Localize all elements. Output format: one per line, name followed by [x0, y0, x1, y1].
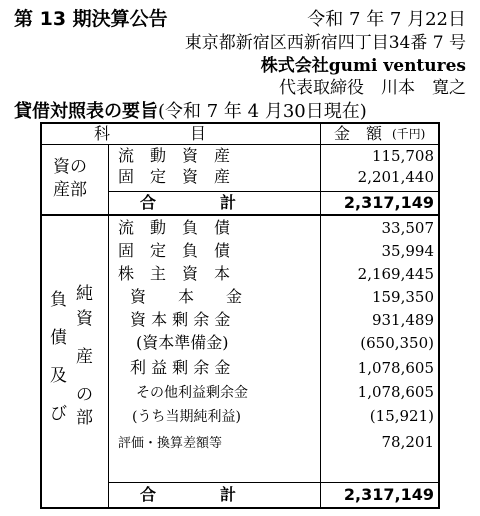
- company-address: 東京都新宿区西新宿四丁目34番 7 号: [184, 33, 466, 53]
- assets-total-rule: [108, 191, 438, 192]
- asset-row-value: 2,201,440: [357, 168, 434, 186]
- liab-row-label: (うち当期純利益): [132, 409, 241, 425]
- liab-row-value: 35,994: [381, 242, 434, 260]
- notice-date: 令和 7 年 7 月22日: [307, 9, 466, 30]
- assets-group-label-2: 産部: [53, 180, 87, 200]
- liab-group-col1-1: 負: [50, 290, 67, 310]
- liab-group-col2-4: の: [76, 385, 93, 405]
- liab-row-label: その他利益剰余金: [136, 385, 248, 401]
- liab-group-col1-4: び: [50, 404, 67, 424]
- col-divider-amount: [320, 124, 321, 507]
- liab-total-label: 合 計: [140, 485, 237, 504]
- liab-row-value: 33,507: [381, 219, 434, 237]
- representative: 代表取締役 川本 寛之: [279, 78, 466, 98]
- liab-row-value: 1,078,605: [357, 359, 434, 377]
- liab-row-value: (15,921): [369, 407, 434, 425]
- section-rule: [42, 214, 438, 216]
- header-subject: 科 目: [94, 124, 207, 143]
- liab-group-col2-1: 純: [76, 284, 93, 304]
- liab-row-value: (650,350): [360, 334, 434, 352]
- liab-group-col2-2: 資: [76, 309, 93, 329]
- balance-sheet-date: (令和 7 年 4 月30日現在): [158, 101, 367, 122]
- liab-total-value: 2,317,149: [343, 485, 434, 504]
- liab-group-col1-2: 債: [50, 328, 67, 348]
- liab-group-col1-3: 及: [50, 366, 67, 386]
- liab-row-label: 評価・換算差額等: [118, 436, 223, 451]
- liab-row-value: 78,201: [381, 433, 434, 451]
- liab-row-value: 2,169,445: [357, 265, 434, 283]
- balance-sheet-title: 貸借対照表の要旨: [14, 101, 158, 122]
- company-name: 株式会社gumi ventures: [260, 56, 466, 76]
- liab-row-value: 1,078,605: [357, 383, 434, 401]
- liab-row-label: 資 本 剰 余 金: [130, 310, 231, 329]
- liab-row-label: 固 定 負 債: [118, 241, 231, 260]
- liab-row-label: 流 動 負 債: [118, 218, 231, 237]
- header-unit: (千円): [392, 127, 426, 141]
- asset-row-label: 流 動 資 産: [118, 146, 231, 165]
- liab-row-label: 利 益 剰 余 金: [130, 358, 231, 377]
- liab-group-col2-3: 産: [76, 347, 93, 367]
- notice-title: 第 13 期決算公告: [14, 8, 168, 30]
- liab-row-label: 株 主 資 本: [118, 264, 231, 283]
- asset-row-value: 115,708: [371, 147, 434, 165]
- header-rule: [42, 144, 438, 145]
- asset-row-label: 固 定 資 産: [118, 167, 231, 186]
- header-amount: 金 額: [334, 124, 383, 143]
- col-divider-group: [108, 144, 109, 507]
- balance-sheet-table: [40, 122, 440, 509]
- balance-sheet-heading: [14, 97, 367, 123]
- liab-group-col2-5: 部: [76, 408, 93, 428]
- assets-total-value: 2,317,149: [343, 193, 434, 212]
- liab-row-value: 931,489: [371, 311, 434, 329]
- liab-total-rule: [108, 482, 438, 483]
- liab-row-label: 資 本 金: [130, 287, 243, 306]
- assets-group-label-1: 資の: [53, 157, 87, 177]
- liab-row-value: 159,350: [371, 288, 434, 306]
- assets-total-label: 合 計: [140, 193, 237, 212]
- liab-row-label: (資本準備金): [136, 333, 229, 352]
